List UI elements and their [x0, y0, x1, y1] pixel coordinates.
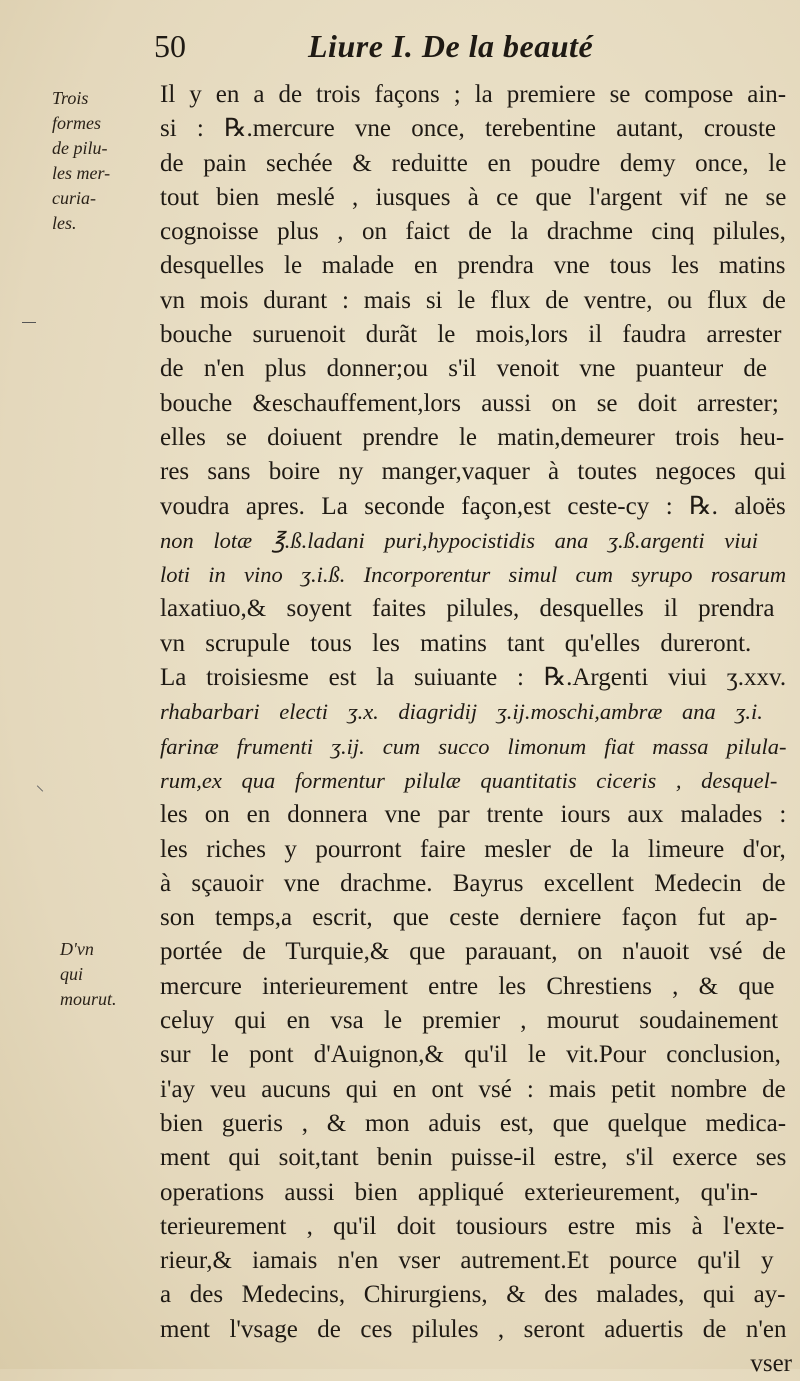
text-line: elles se doiuent prendre le matin,demeurer trois heu-	[160, 423, 785, 451]
body-text	[160, 78, 792, 1381]
text-line: rieur,& iamais n'en vser autrement.Et pource qu'il y	[160, 1247, 774, 1275]
text-line: res sans boire ny manger,vaquer à toutes negoces qui	[160, 458, 787, 486]
margin-note-line: curia-	[52, 188, 96, 208]
text-line: son temps,a escrit, que ceste derniere façon fut ap-	[160, 904, 778, 932]
text-line: si : ℞.mercure vne once, terebentine autant, crouste	[160, 115, 777, 143]
margin-note-dvn-qui-mourut	[60, 937, 160, 1012]
text-line: sur le pont d'Auignon,& qu'il le vit.Pour conclusion,	[160, 1041, 781, 1069]
text-line: vn scrupule tous les matins tant qu'elles dureront.	[160, 629, 752, 657]
margin-note-line: Trois	[52, 88, 89, 108]
text-line: La troisiesme est la suiuante : ℞.Argenti viui ʒ.xxv.	[160, 664, 787, 692]
margin-note-line: les mer-	[52, 163, 111, 183]
text-line: à sçauoir vne drachme. Bayrus excellent Medecin de	[160, 869, 786, 897]
page-header	[148, 28, 668, 78]
margin-note-line: formes	[52, 113, 101, 133]
margin-note-trois-formes	[52, 86, 152, 236]
text-line: celuy qui en vsa le premier , mourut soudainement	[160, 1007, 779, 1035]
text-line: bien gueris , & mon aduis est, que quelque medica-	[160, 1109, 787, 1137]
margin-mark	[22, 322, 36, 323]
text-line: vn mois durant : mais si le flux de ventre, ou flux de	[160, 286, 786, 314]
text-line: cognoisse plus , on faict de la drachme cinq pilules,	[160, 218, 786, 246]
running-title: Liure I. De la beauté	[308, 28, 594, 64]
text-line: voudra apres. La seconde façon,est ceste-cy : ℞. aloës	[160, 492, 786, 520]
margin-note-line: qui	[60, 964, 84, 984]
text-line-latin: farinæ frumenti ʒ.ij. cum succo limonum fiat massa pilula-	[160, 733, 787, 759]
margin-note-line: les.	[52, 213, 77, 233]
margin-note-line: mourut.	[60, 989, 117, 1009]
text-line: portée de Turquie,& que parauant, on n'auoit vsé de	[160, 938, 786, 966]
text-line: bouche &eschauffement,lors aussi on se doit arrester;	[160, 389, 779, 417]
margin-note-line: D'vn	[60, 939, 94, 959]
text-line: mercure interieurement entre les Chrestiens , & que	[160, 972, 775, 1000]
text-line: ment qui soit,tant benin puisse-il estre, s'il exerce ses	[160, 1144, 787, 1172]
catchword: vser	[750, 1349, 792, 1377]
text-line: ment l'vsage de ces pilules , seront aduertis de n'en	[160, 1315, 787, 1343]
text-line: de n'en plus donner;ou s'il venoit vne puanteur de	[160, 355, 768, 383]
margin-mark	[37, 785, 43, 791]
text-line: de pain sechée & reduitte en poudre demy once, le	[160, 149, 787, 177]
text-line: a des Medecins, Chirurgiens, & des malades, qui ay-	[160, 1281, 786, 1309]
text-line-latin: rhabarbari electi ʒ.x. diagridij ʒ.ij.moschi,ambræ ana ʒ.i.	[160, 699, 763, 725]
page-number: 50	[154, 28, 186, 64]
text-line: operations aussi bien appliqué exterieurement, qu'in-	[160, 1178, 758, 1206]
text-line: laxatiuo,& soyent faites pilules, desquelles il prendra	[160, 595, 775, 623]
text-line: les on en donnera vne par trente iours aux malades :	[160, 801, 787, 829]
text-line: Il y en a de trois façons ; la premiere se compose ain-	[160, 81, 787, 108]
text-line: i'ay veu aucuns qui en ont vsé : mais petit nombre de	[160, 1075, 786, 1103]
text-line: terieurement , qu'il doit tousiours estre mis à l'exte-	[160, 1212, 785, 1240]
text-line: tout bien meslé , iusques à ce que l'argent vif ne se	[160, 183, 787, 211]
text-line-latin: rum,ex qua formentur pilulæ quantitatis ciceris , desquel-	[160, 767, 778, 793]
text-line-latin: loti in vino ʒ.i.ß. Incorporentur simul cum syrupo rosarum	[160, 562, 787, 588]
text-line: les riches y pourront faire mesler de la limeure d'or,	[160, 835, 786, 863]
text-line: desquelles le malade en prendra vne tous les matins	[160, 252, 786, 280]
text-line-latin: non lotæ ℥.ß.ladani puri,hypocistidis ana ʒ.ß.argenti viui	[160, 527, 759, 553]
text-line: bouche suruenoit durãt le mois,lors il faudra arrester	[160, 321, 782, 349]
margin-note-line: de pilu-	[52, 138, 108, 158]
